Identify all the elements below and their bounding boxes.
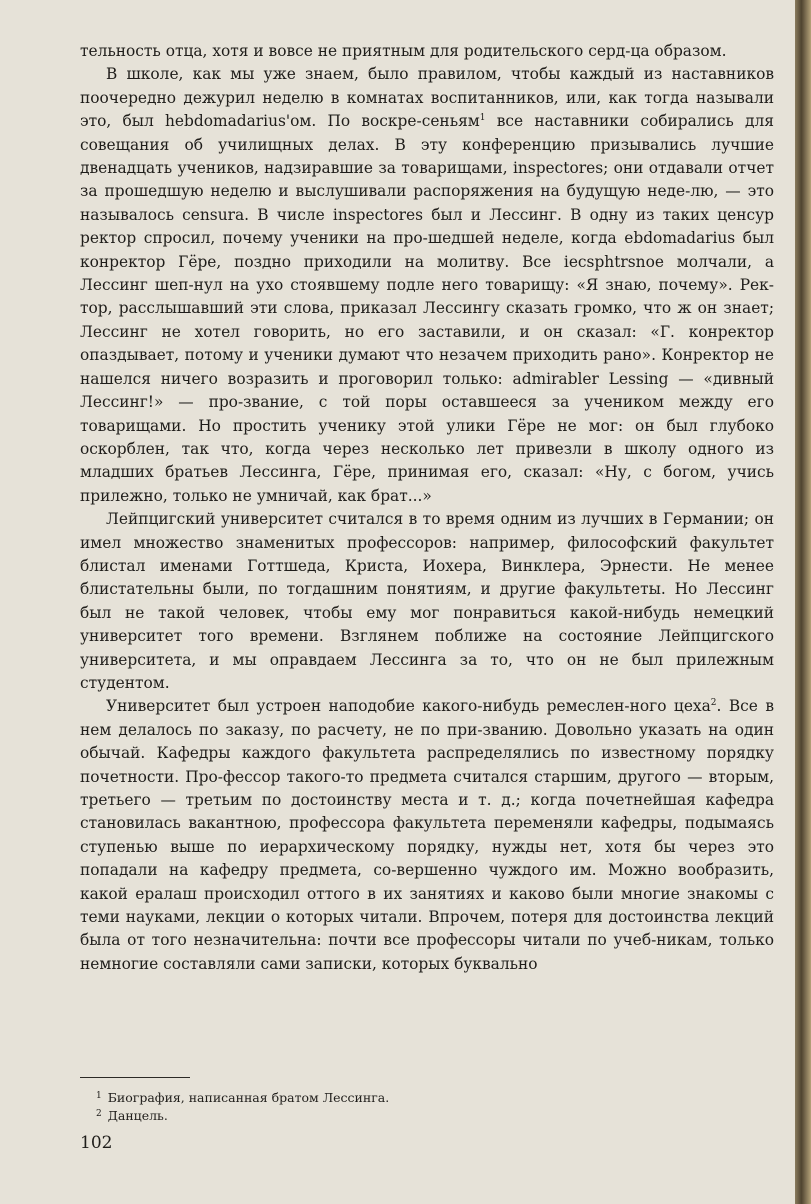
paragraph-text: Университет был устроен наподобие какого-нибудь ремеслен-ного цеха: [106, 697, 711, 716]
paragraph-text: тельность отца, хотя и вовсе не приятным для родительского серд-ца образом.: [80, 42, 727, 60]
body-text: [80, 40, 774, 976]
footnotes: [96, 1088, 756, 1124]
book-edge: [795, 0, 811, 1204]
paragraph-1: [80, 40, 774, 63]
footnote-ref-1: 1: [479, 113, 486, 124]
paragraph-text-continued: . Все в нем делалось по заказу, по расчету, не по при-званию. Довольно указать на один обычай. Кафедры каждого факультета распределялись по известному порядку почетности. Про-фессор такого-то предмета считался старшим, другого — вторым, третьего — третьим по достоинству места и т. д.; когда почетнейшая кафедра становилась вакантною, профессора факультета переменяли кафедры, подымаясь ступенью выше по иерархическому порядку, нужды нет, хотя бы через это попадали на кафедру предмета, со-вершенно чуждого им. Можно вообразить, какой ералаш происходил оттого в их занятиях и каково были многие знакомы с теми науками, лекции о которых читали. Впрочем, потеря для достоинства лекций была от того незначительна: почти все профессоры читали по учеб-никам, только немногие составляли сами записки, которых буквально: [80, 697, 774, 973]
footnote-mark: 1: [96, 1091, 102, 1101]
footnote-2: [96, 1106, 756, 1124]
footnote-divider: [80, 1077, 190, 1078]
footnote-text: Данцель.: [107, 1108, 168, 1123]
footnote-1: [96, 1088, 756, 1106]
page-number: 102: [80, 1133, 113, 1153]
footnote-ref-2: 2: [710, 698, 717, 709]
paragraph-4: [80, 695, 774, 976]
paragraph-text-continued: все наставники собирались для совещания об училищных делах. В эту конференцию призывались лучшие двенадцать учеников, надзиравшие за товарищами, inspectores; они отдавали отчет за прошедшую неделю и выслушивали распоряжения на будущую неде-лю, — это называлось censura. В числе inspectores был и Лессинг. В одну из таких ценсур ректор спросил, почему ученики на про-шедшей неделе, когда ebdomadarius был конректор Гёре, поздно приходили на молитву. Все iecsphtrsnoe молчали, а Лессинг шеп-нул на ухо стоявшему подле него товарищу: «Я знаю, почему». Рек-тор, расслышавший эти слова, приказал Лессингу сказать громко, что ж он знает; Лессинг не хотел говорить, но его заставили, и он сказал: «Г. конректор опаздывает, потому и ученики думают что незачем приходить рано». Конректор не нашелся ничего возразить и проговорил только: admirabler Lessing — «дивный Лессинг!» — про-звание, с той поры оставшееся за учеником между его товарищами. Но простить ученику этой улики Гёре не мог: он был глубоко оскорблен, так что, когда через несколько лет привезли в школу одного из младших братьев Лессинга, Гёре, принимая его, сказал: «Ну, с богом, учись прилежно, только не умничай, как брат...»: [80, 112, 774, 505]
paragraph-text: В школе, как мы уже знаем, было правилом, чтобы каждый из наставников поочередно дежурил неделю в комнатах воспитанников, или, как тогда называли это, был hebdomadarius'ом. По воскре-сеньям: [80, 65, 774, 131]
paragraph-2: [80, 63, 774, 508]
footnote-mark: 2: [96, 1109, 102, 1119]
footnote-text: Биография, написанная братом Лессинга.: [107, 1090, 390, 1105]
paragraph-text: Лейпцигский университет считался в то время одним из лучших в Германии; он имел множество знаменитых профессоров: например, философский факультет блистал именами Готтшеда, Криста, Иохера, Винклера, Эрнести. Не менее блистательны были, по тогдашним понятиям, и другие факультеты. Но Лессинг был не такой человек, чтобы ему мог понравиться какой-нибудь немецкий университет того времени. Взглянем поближе на состояние Лейпцигского университета, и мы оправдаем Лессинга за то, что он не был прилежным студентом.: [80, 510, 774, 692]
paragraph-3: [80, 508, 774, 695]
